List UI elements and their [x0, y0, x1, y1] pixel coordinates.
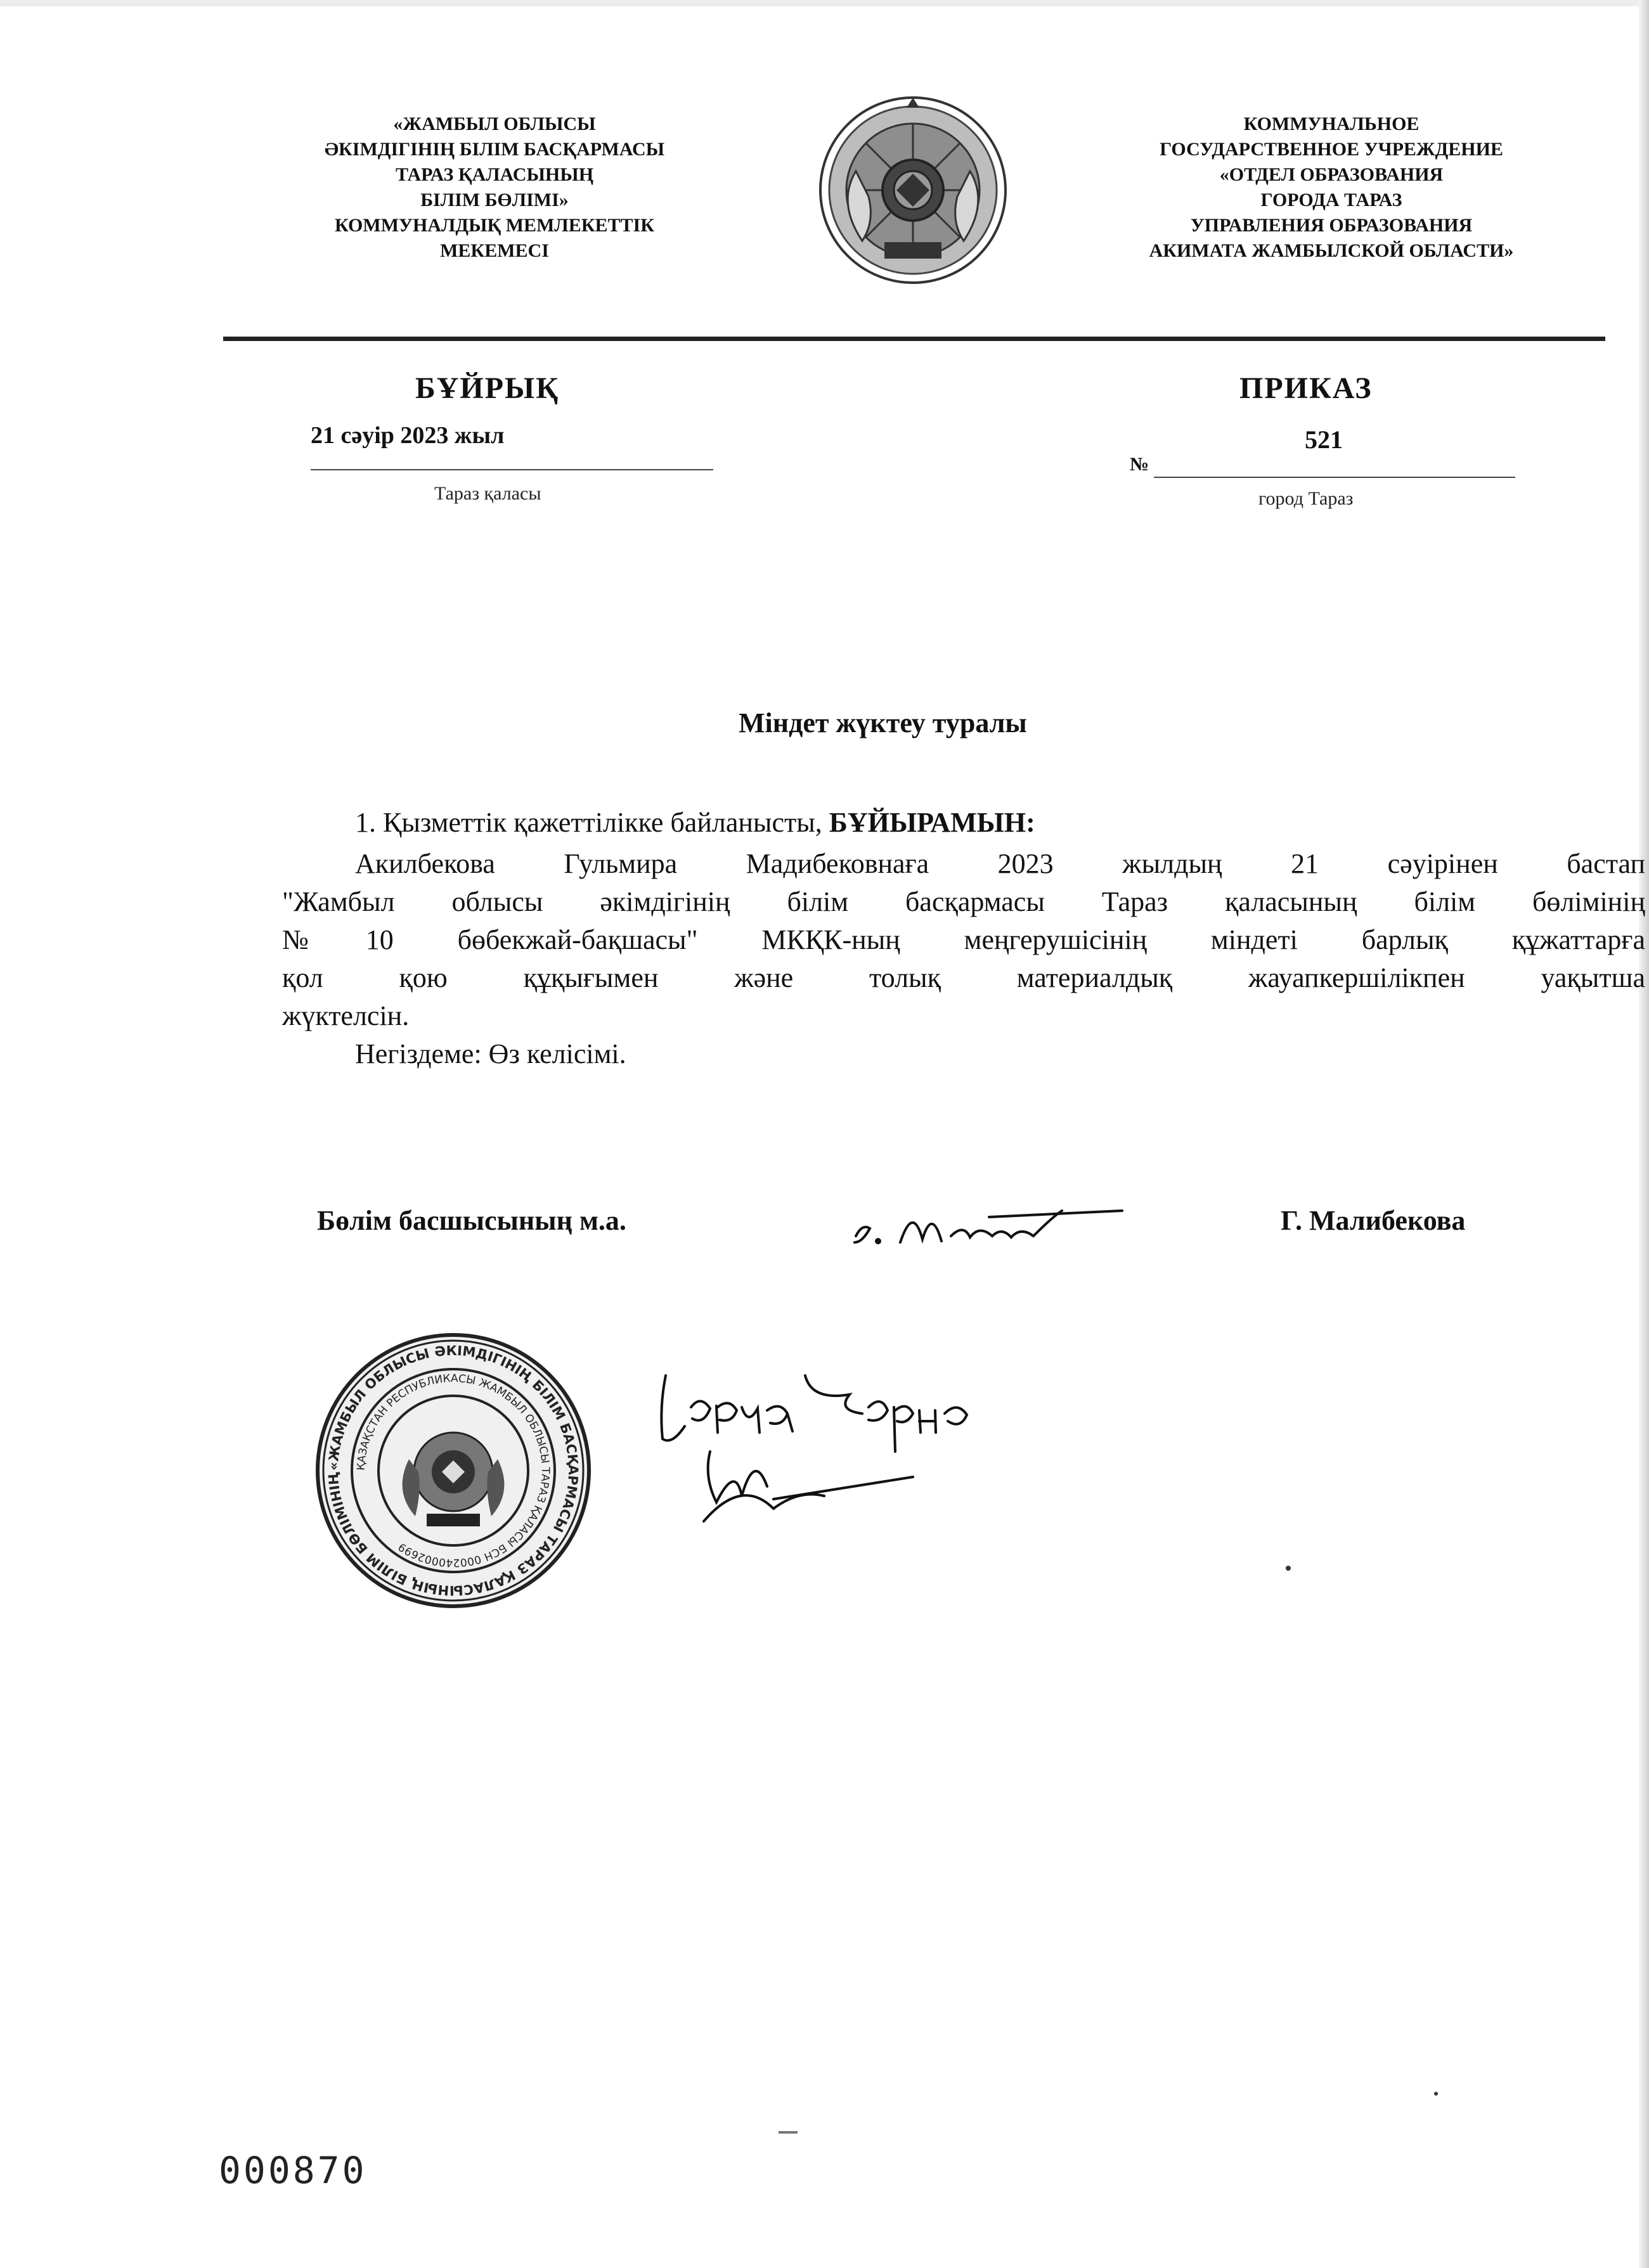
item1-command: БҰЙЫРАМЫН:	[829, 807, 1035, 838]
header-right-line: «ОТДЕЛ ОБРАЗОВАНИЯ	[1219, 164, 1444, 185]
subject-text: Міндет жүктеу туралы	[739, 707, 1027, 738]
header-right-org	[1065, 112, 1598, 264]
order-city-kz: Тараз қаласы	[434, 483, 541, 504]
scan-edge-top	[0, 0, 1649, 6]
header-left-line: КОММУНАЛДЫҚ МЕМЛЕКЕТТІК	[335, 215, 654, 236]
scan-edge-right	[1639, 0, 1649, 2268]
header-right-line: АКИМАТА ЖАМБЫЛСКОЙ ОБЛАСТИ»	[1149, 240, 1514, 261]
body-basis: Негіздеме: Өз келісімі.	[355, 1038, 626, 1069]
header-right-line: ГОСУДАРСТВЕННОЕ УЧРЕЖДЕНИЕ	[1160, 139, 1503, 160]
order-date-kz: 21 сәуір 2023 жыл	[311, 422, 505, 449]
body-line: қол қою құқығымен және толық материалдық жауапкершілікпен уақытша	[282, 962, 1645, 993]
stamp-inner-text: ҚАЗАҚСТАН РЕСПУБЛИКАСЫ ЖАМБЫЛ ОБЛЫСЫ ТАРАЗ ҚАЛАСЫ БСН 000240002699	[354, 1372, 552, 1569]
stamp-outer-text: «ЖАМБЫЛ ОБЛЫСЫ ӘКІМДІГІНІҢ БІЛІМ БАСҚАРМАСЫ ТАРАЗ ҚАЛАСЫНЫҢ БІЛІМ БӨЛІМІНІҢ	[325, 1343, 581, 1599]
header-right-line: ГОРОДА ТАРАЗ	[1260, 190, 1402, 210]
body-line: Акилбекова Гульмира Мадибековнаға 2023 жылдың 21 сәуірінен бастап	[355, 848, 1645, 879]
header-left-line: МЕКЕМЕСІ	[440, 240, 549, 261]
header-left-org	[254, 112, 735, 264]
document-serial-number: 000870	[219, 2149, 367, 2192]
header-right-line: УПРАВЛЕНИЯ ОБРАЗОВАНИЯ	[1190, 215, 1473, 236]
order-title-kz: БҰЙРЫҚ	[415, 371, 559, 405]
header-divider	[223, 337, 1605, 341]
order-number-prefix: №	[1130, 454, 1149, 475]
order-number: 521	[1305, 425, 1343, 454]
round-seal-stamp-icon	[314, 1331, 593, 1610]
body-line-last: жүктелсін.	[282, 1000, 410, 1031]
header-left-line: БІЛІМ БӨЛІМІ»	[420, 190, 569, 210]
scan-speck	[1286, 1566, 1291, 1571]
order-city-ru: город Тараз	[1258, 488, 1354, 509]
order-subject	[739, 707, 1027, 739]
order-body-paragraph	[282, 845, 1645, 1073]
handwritten-copy-certification	[647, 1350, 1040, 1553]
item1-prefix: 1. Қызметтік қажеттілікке байланысты,	[355, 807, 822, 838]
scan-speck	[1434, 2092, 1438, 2096]
signatory-position: Бөлім басшысының м.а.	[317, 1205, 626, 1236]
body-line: "Жамбыл облысы әкімдігінің білім басқармасы Тараз қаласының білім бөлімінің	[282, 886, 1645, 917]
header-left-line: ӘКІМДІГІНІҢ БІЛІМ БАСҚАРМАСЫ	[324, 139, 665, 160]
signatory-name: Г. Малибекова	[1281, 1205, 1466, 1236]
header-left-line: ТАРАЗ ҚАЛАСЫНЫҢ	[395, 164, 594, 185]
kazakhstan-state-emblem-icon	[818, 95, 1008, 285]
handwritten-signature	[843, 1192, 1135, 1261]
header-left-line: «ЖАМБЫЛ ОБЛЫСЫ	[393, 113, 596, 134]
date-underline	[311, 469, 713, 470]
order-title-ru: ПРИКАЗ	[1239, 371, 1373, 405]
body-line: №10 бөбекжай-бақшасы" МКҚК-ның меңгерушісінің міндеті барлық құжаттарға	[282, 924, 1645, 955]
order-item-1	[355, 804, 1035, 842]
scan-speck	[779, 2131, 798, 2134]
header-right-line: КОММУНАЛЬНОЕ	[1243, 113, 1419, 134]
number-underline	[1154, 477, 1515, 478]
